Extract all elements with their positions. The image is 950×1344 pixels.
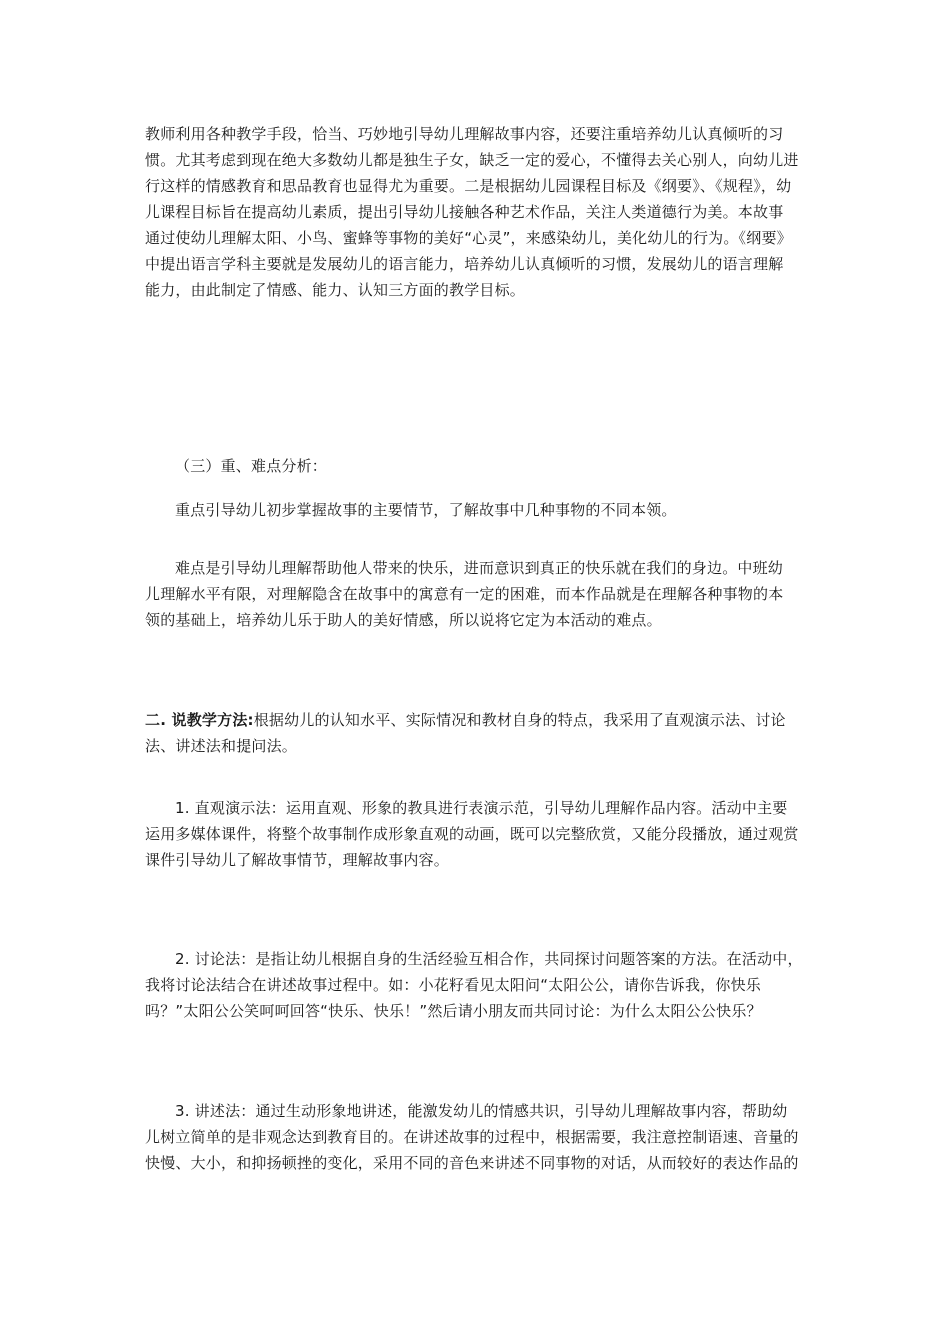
text-line: 1. 直观演示法：运用直观、形象的教具进行表演示范，引导幼儿理解作品内容。活动中主要 [175,799,788,817]
text-line: 法、讲述法和提问法。 [145,737,298,755]
paragraph-teaching-goals [145,121,817,303]
text-line: 难点是引导幼儿理解帮助他人带来的快乐，进而意识到真正的快乐就在我们的身边。中班幼 [175,559,784,577]
paragraph-teaching-methods [145,707,817,759]
text-line: 教师利用各种教学手段，恰当、巧妙地引导幼儿理解故事内容，还要注重培养幼儿认真倾听的习 [145,125,784,143]
text-line: 重点引导幼儿初步掌握故事的主要情节，了解故事中几种事物的不同本领。 [175,501,677,519]
text-line: 课件引导幼儿了解故事情节，理解故事内容。 [145,851,450,869]
text-line: 快慢、大小，和抑扬顿挫的变化，采用不同的音色来讲述不同事物的对话，从而较好的表达作品的 [145,1154,799,1172]
text-line: 3. 讲述法：通过生动形象地讲述，能激发幼儿的情感共识，引导幼儿理解故事内容，帮助幼 [175,1102,788,1120]
text-line: 运用多媒体课件，将整个故事制作成形象直观的动画，既可以完整欣赏，又能分段播放，通过观赏 [145,825,799,843]
paragraph-method-narration [145,1098,817,1176]
paragraph-method-demonstration [145,795,817,873]
paragraph-difficulty [145,555,817,633]
section-heading: （三）重、难点分析： [175,457,328,475]
text-line: 儿树立简单的是非观念达到教育目的。在讲述故事的过程中，根据需要，我注意控制语速、音量的 [145,1128,799,1146]
text-line: 中提出语言学科主要就是发展幼儿的语言能力，培养幼儿认真倾听的习惯，发展幼儿的语言理解 [145,255,784,273]
text-line: 领的基础上，培养幼儿乐于助人的美好情感，所以说将它定为本活动的难点。 [145,611,662,629]
text-line: 能力，由此制定了情感、能力、认知三方面的教学目标。 [145,281,526,299]
section-heading-key-difficult-points [145,453,817,479]
text-line: 儿理解水平有限，对理解隐含在故事中的寓意有一定的困难，而本作品就是在理解各种事物的本 [145,585,784,603]
text-line: 2. 讨论法：是指让幼儿根据自身的生活经验互相合作，共同探讨问题答案的方法。在活动中， [175,950,803,968]
text-line [145,707,817,733]
text-line: 惯。尤其考虑到现在绝大多数幼儿都是独生子女，缺乏一定的爱心，不懂得去关心别人，向幼儿进 [145,151,799,169]
paragraph-method-discussion [145,946,817,1024]
methods-heading: 二. 说教学方法: [145,711,254,729]
paragraph-key-point [145,497,817,523]
text-line: 吗？”太阳公公笑呵呵回答“快乐、快乐！”然后请小朋友而共同讨论：为什么太阳公公快乐？ [145,1002,762,1020]
text-line: 行这样的情感教育和思品教育也显得尤为重要。二是根据幼儿园课程目标及《纲要》、《规程》，幼 [145,177,792,195]
text-line: 儿课程目标旨在提高幼儿素质，提出引导幼儿接触各种艺术作品，关注人类道德行为美。本故事 [145,203,784,221]
text-line: 通过使幼儿理解太阳、小鸟、蜜蜂等事物的美好“心灵”，来感染幼儿，美化幼儿的行为。《纲要》 [145,229,792,247]
methods-intro: 根据幼儿的认知水平、实际情况和教材自身的特点，我采用了直观演示法、讨论 [253,711,786,729]
text-line: 我将讨论法结合在讲述故事过程中。如：小花籽看见太阳问“太阳公公，请你告诉我，你快乐 [145,976,761,994]
